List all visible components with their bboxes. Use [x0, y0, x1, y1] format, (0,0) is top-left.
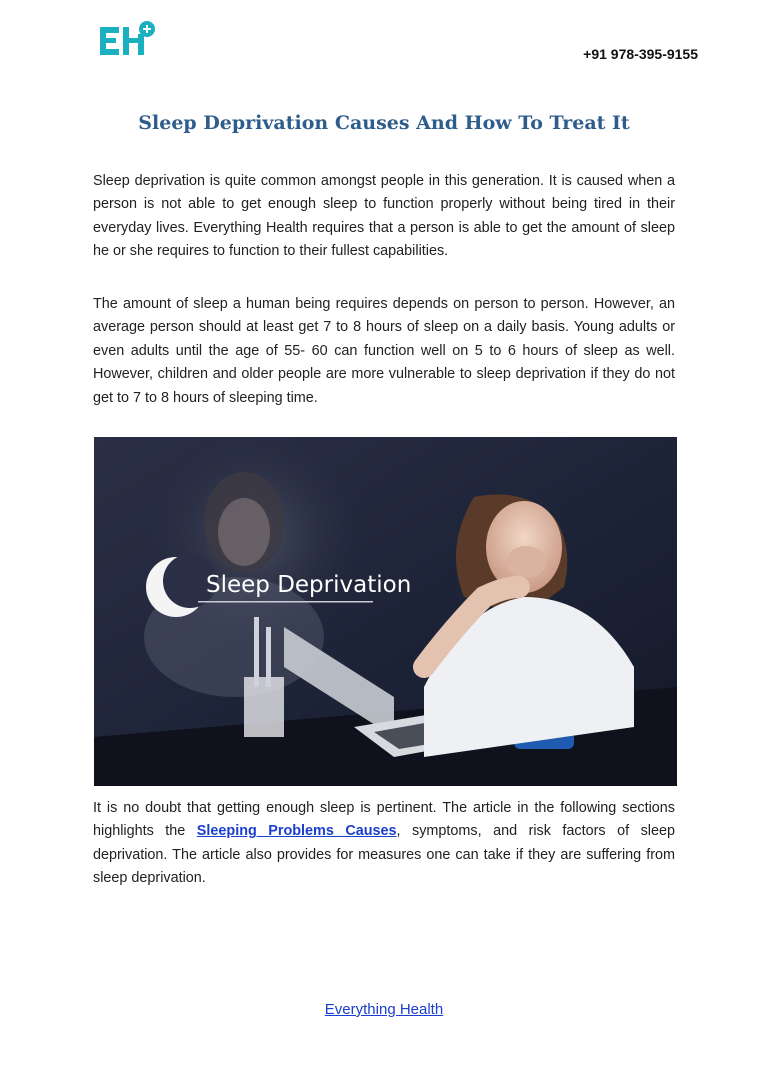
footer-everything-health-link[interactable]: Everything Health [324, 1001, 444, 1018]
page-title: Sleep Deprivation Causes And How To Treat It [138, 112, 630, 134]
closing-text-after: , symptoms, and risk factors of sleep deprivation. The article also provides for measures one can take if they are suffering from sleep deprivation. [93, 823, 675, 887]
phone-number: +91 978-395-9155 [583, 46, 698, 62]
sleep-deprivation-image [94, 437, 677, 786]
everything-health-logo[interactable] [100, 20, 160, 60]
image-caption: Sleep Deprivation [206, 572, 412, 598]
closing-text-before: It is no doubt that getting enough sleep is pertinent. The article in the following sections highlights the [93, 800, 675, 840]
paragraph-sleep-amount: The amount of sleep a human being requires depends on person to person. However, an average person should at least get 7 to 8 hours of sleep on a daily basis. Young adults or even adults until the age of 55- 60 can function well on 5 to 6 hours of sleep as well. However, children and older people are more vulnerable to sleep deprivation if they do not get to 7 to 8 hours of sleeping time. [93, 296, 675, 406]
paragraph-closing [93, 797, 675, 891]
sleeping-problems-causes-link[interactable]: Sleeping Problems Causes [196, 823, 397, 840]
paragraph-intro: Sleep deprivation is quite common amongst people in this generation. It is caused when a person is not able to get enough sleep to function properly without being tired in their everyday lives. Everything Health requires that a person is able to get the amount of sleep he or she requires to function to their fullest capabilities. [93, 173, 675, 260]
